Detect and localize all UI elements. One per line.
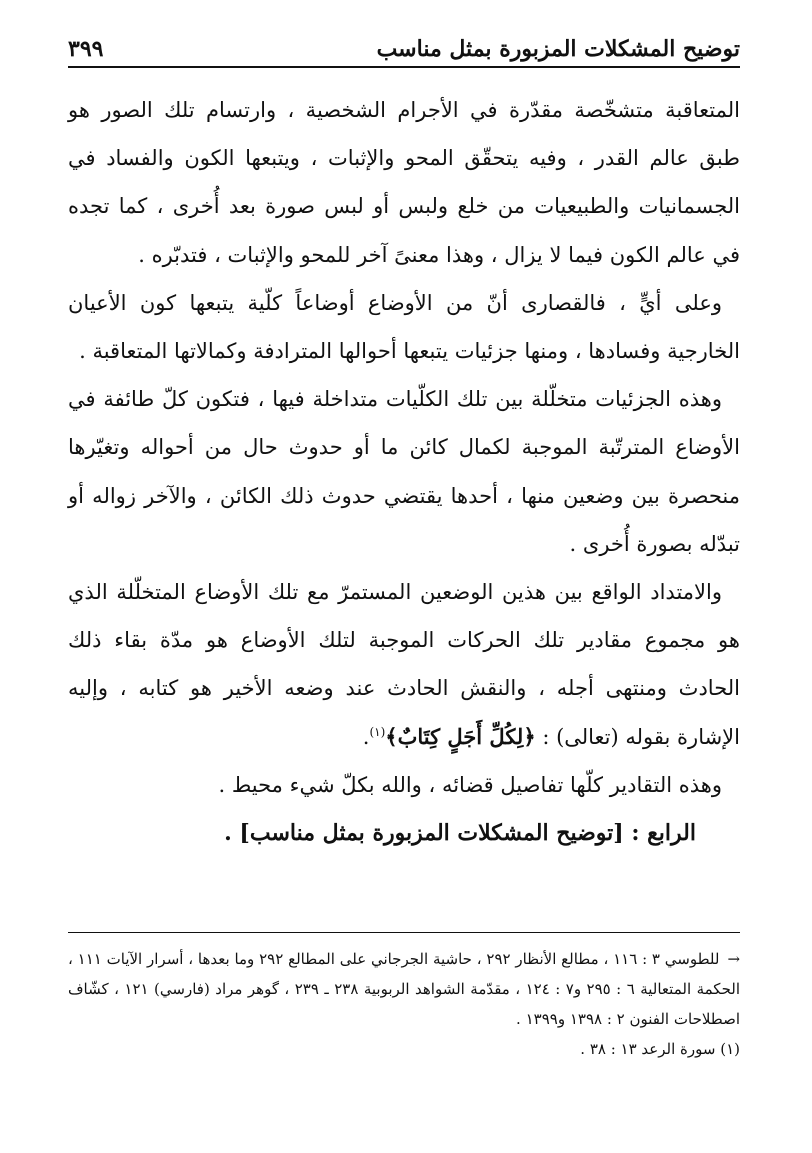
footnote-divider bbox=[68, 932, 740, 933]
footnote-1: (١) سورة الرعد ١٣ : ٣٨ . bbox=[580, 1040, 740, 1058]
paragraph-2: وعلى أيٍّ ، فالقصارى أنّ من الأوضاع أوضاعاً كلّية يتبعها كون الأعيان الخارجية وفسادها ، ومنها جزئيات يتبعها أحوالها المترادفة وكمالاتها المتعاقبة . bbox=[68, 290, 740, 364]
quran-quote: ﴿لِكُلِّ أَجَلٍ كِتَابٌ﴾ bbox=[385, 723, 536, 749]
section-heading: الرابع : [توضيح المشكلات المزبورة بمثل مناسب] . bbox=[224, 820, 696, 847]
page-number: ٣٩٩ bbox=[68, 36, 104, 62]
paragraph-5: وهذه التقادير كلّها تفاصيل قضائه ، والله بكلّ شيء محيط . bbox=[218, 772, 722, 797]
paragraph-4 bbox=[68, 568, 740, 761]
footnote-continuation bbox=[68, 944, 740, 1034]
footnote-continuation-text: للطوسي ٣ : ١١٦ ، مطالع الأنظار ٢٩٢ ، حاشية الجرجاني على المطالع ٢٩٢ وما بعدها ، أسرار الآيات ١١١ ، الحكمة المتعالية ٦ : ٢٩٥ و٧ : ١٢٤ ، مقدّمة الشواهد الربوبية ٢٣٨ ـ ٢٣٩ ، گوهر مراد (فارسي) ١٢١ ، كشّاف اصطلاحات الفنون ٢ : ١٣٩٨ و١٣٩٩ . bbox=[68, 950, 740, 1028]
running-header bbox=[68, 28, 740, 64]
header-divider bbox=[68, 66, 740, 68]
paragraph-4-end: . bbox=[362, 724, 370, 749]
paragraph-3: وهذه الجزئيات متخلّلة بين تلك الكلّيات متداخلة فيها ، فتكون كلّ طائفة في الأوضاع المترتّبة الموجبة لكمال كائن ما أو حدوث حال من أحواله وتغيّرها منحصرة بين وضعين منها ، أحدها يقتضي حدوث ذلك الكائن ، والآخر زواله أو تبدّله بصورة أُخرى . bbox=[68, 387, 740, 556]
paragraph-1: المتعاقبة متشخّصة مقدّرة في الأجرام الشخصية ، وارتسام تلك الصور هو طبق عالم القدر ، وفيه يتحقّق المحو والإثبات ، ويتبعها الكون والفساد في الجسمانيات والطبيعيات من خلع ولبس أو لبس صورة بعد أُخرى ، كما تجده في عالم الكون فيما لا يزال ، وهذا معنىً آخر للمحو والإثبات ، فتدبّره . bbox=[68, 98, 740, 267]
paragraph-4-text: والامتداد الواقع بين هذين الوضعين المستمرّ مع تلك الأوضاع المتخلّلة الذي هو مجموع مقادير تلك الحركات الموجبة لتلك الأوضاع هو مدّة بقاء ذلك الحادث ومنتهى أجله ، والنقش الحادث عند وضعه الأخير هو كتابه ، وإليه الإشارة بقوله (تعالى) : bbox=[68, 580, 740, 749]
arrow-right-icon: → bbox=[727, 950, 741, 968]
footnote-reference[interactable]: (١) bbox=[369, 724, 386, 739]
header-title: توضيح المشكلات المزبورة بمثل مناسب bbox=[376, 36, 740, 62]
footnotes bbox=[68, 944, 740, 1064]
body-text bbox=[68, 86, 740, 857]
